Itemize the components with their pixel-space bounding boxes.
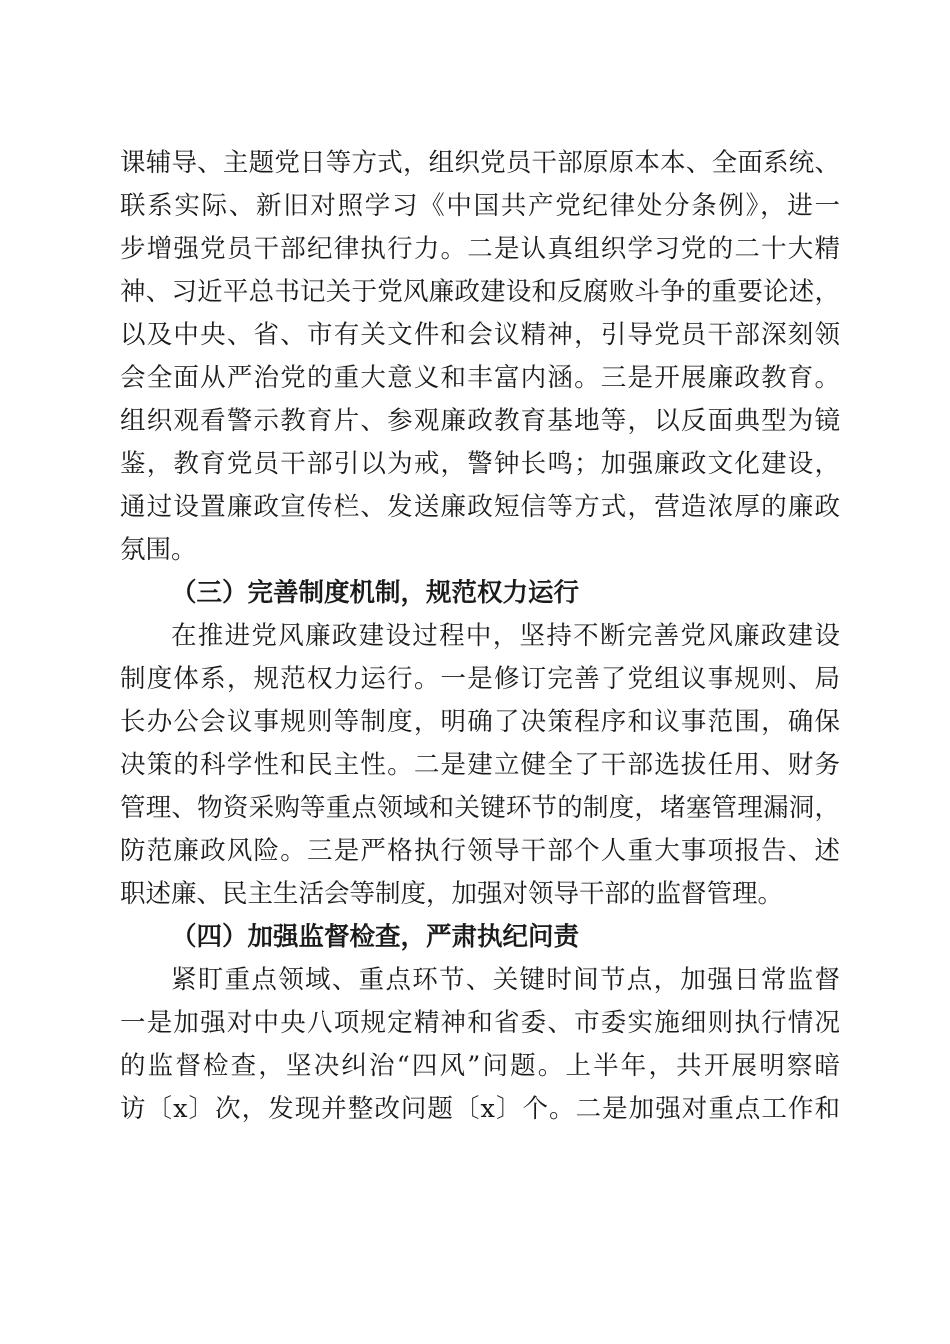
text-line: 制度体系，规范权力运行。一是修订完善了党组议事规则、局 bbox=[120, 664, 840, 694]
text-line: 神、习近平总书记关于党风廉政建设和反腐败斗争的重要论述， bbox=[120, 277, 840, 307]
section-heading: （三）完善制度机制，规范权力运行 bbox=[171, 578, 580, 608]
text-line: 课辅导、主题党日等方式，组织党员干部原原本本、全面系统、 bbox=[120, 148, 840, 178]
section-heading: （四）加强监督检查，严肃执纪问责 bbox=[171, 922, 580, 952]
text-line: 会全面从严治党的重大意义和丰富内涵。三是开展廉政教育。 bbox=[120, 363, 840, 393]
text-line: 联系实际、新旧对照学习《中国共产党纪律处分条例》，进一 bbox=[120, 191, 840, 221]
text-line: 鉴，教育党员干部引以为戒，警钟长鸣；加强廉政文化建设， bbox=[120, 449, 840, 479]
text-line: 职述廉、民主生活会等制度，加强对领导干部的监督管理。 bbox=[120, 879, 784, 909]
text-line: 管理、物资采购等重点领域和关键环节的制度，堵塞管理漏洞， bbox=[120, 793, 840, 823]
text-line: 长办公会议事规则等制度，明确了决策程序和议事范围，确保 bbox=[120, 707, 840, 737]
text-line: 以及中央、省、市有关文件和会议精神，引导党员干部深刻领 bbox=[120, 320, 840, 350]
text-line: 的监督检查，坚决纠治“四风”问题。上半年，共开展明察暗 bbox=[120, 1051, 840, 1081]
paragraph-education bbox=[120, 142, 840, 572]
text-line: 防范廉政风险。三是严格执行领导干部个人重大事项报告、述 bbox=[120, 836, 840, 866]
text-line: 组织观看警示教育片、参观廉政教育基地等，以反面典型为镜 bbox=[120, 406, 840, 436]
section-three bbox=[120, 572, 840, 916]
section-four bbox=[120, 916, 840, 1131]
text-line: 决策的科学性和民主性。二是建立健全了干部选拔任用、财务 bbox=[120, 750, 840, 780]
text-line: 紧盯重点领域、重点环节、关键时间节点，加强日常监督 bbox=[171, 965, 840, 995]
text-line: 步增强党员干部纪律执行力。二是认真组织学习党的二十大精 bbox=[120, 234, 840, 264]
text-line: 一是加强对中央八项规定精神和省委、市委实施细则执行情况 bbox=[120, 1008, 840, 1038]
text-line: 在推进党风廉政建设过程中，坚持不断完善党风廉政建设 bbox=[171, 621, 840, 651]
text-line: 通过设置廉政宣传栏、发送廉政短信等方式，营造浓厚的廉政 bbox=[120, 492, 840, 522]
text-line: 氛围。 bbox=[120, 535, 197, 565]
text-line: 访〔x〕次，发现并整改问题〔x〕个。二是加强对重点工作和 bbox=[120, 1094, 840, 1124]
